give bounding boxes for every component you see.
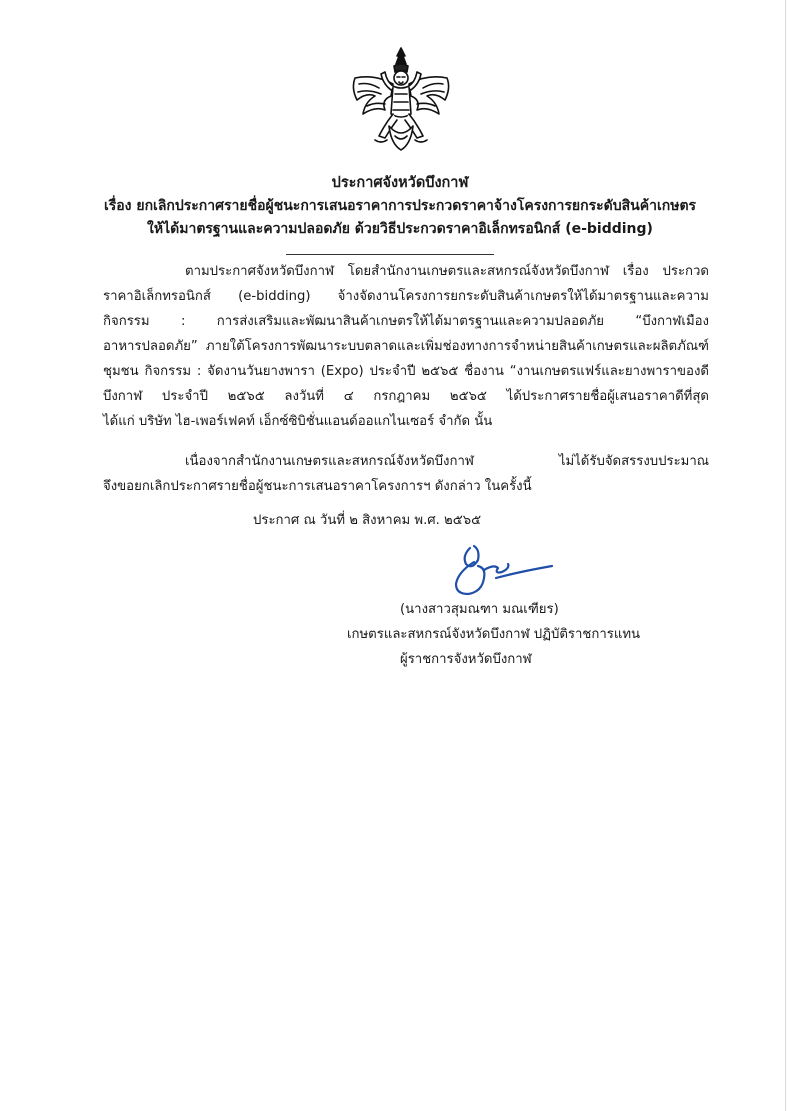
paragraph1-line-1: ตามประกาศจังหวัดบึงกาฬ โดยสำนักงานเกษตรและสหกรณ์จังหวัดบึงกาฬ เรื่อง ประกวด [185, 264, 709, 279]
title-divider [286, 254, 494, 255]
paragraph1-line-4: อาหารปลอดภัย” ภายใต้โครงการพัฒนาระบบตลาดและเพิ่มช่องทางการจำหน่ายสินค้าเกษตรและผลิตภัณฑ์ [103, 339, 709, 354]
garuda-emblem-icon [345, 44, 457, 156]
paragraph1-line-6: บึงกาฬ ประจำปี ๒๕๖๕ ลงวันที่ ๔ กรกฎาคม ๒๕๖๕ ได้ประกาศรายชื่อผู้เสนอราคาดีที่สุด [103, 389, 709, 404]
paragraph2-line-2: จึงขอยกเลิกประกาศรายชื่อผู้ชนะการเสนอราคาโครงการฯ ดังกล่าว ในครั้งนี้ [103, 479, 532, 494]
paragraph1-line-5: ชุมชน กิจกรรม : จัดงานวันยางพารา (Expo) ประจำปี ๒๕๖๕ ชื่องาน “งานเกษตรแฟร์และยางพาราของดี [103, 364, 709, 379]
handwritten-signature [448, 538, 560, 600]
subject-line-1: เรื่อง ยกเลิกประกาศรายชื่อผู้ชนะการเสนอราคาการประกวดราคาจ้างโครงการยกระดับสินค้าเกษตร [103, 198, 697, 214]
subject-line-2: ให้ได้มาตรฐานและความปลอดภัย ด้วยวิธีประกวดราคาอิเล็กทรอนิกส์ (e-bidding) [147, 221, 653, 237]
announcement-title: ประกาศจังหวัดบึงกาฬ [331, 175, 469, 191]
signatory-name: (นางสาวสุมณฑา มณเฑียร) [400, 602, 559, 617]
paragraph1-line-2: ราคาอิเล็กทรอนิกส์ (e-bidding) จ้างจัดงานโครงการยกระดับสินค้าเกษตรให้ได้มาตรฐานและความ [103, 289, 709, 304]
paragraph1-line-3: กิจกรรม : การส่งเสริมและพัฒนาสินค้าเกษตรให้ได้มาตรฐานและความปลอดภัย “บึงกาฬเมือง [103, 314, 709, 329]
scan-edge [785, 0, 786, 1111]
signatory-position-2: ผู้ราชการจังหวัดบึงกาฬ [400, 652, 532, 667]
announcement-date: ประกาศ ณ วันที่ ๒ สิงหาคม พ.ศ. ๒๕๖๕ [253, 513, 482, 528]
paragraph2-line-1: เนื่องจากสำนักงานเกษตรและสหกรณ์จังหวัดบึงกาฬ ไม่ได้รับจัดสรรงบประมาณ [185, 454, 709, 469]
signatory-position-1: เกษตรและสหกรณ์จังหวัดบึงกาฬ ปฏิบัติราชการแทน [347, 627, 641, 642]
paragraph1-line-7: ได้แก่ บริษัท ไฮ-เพอร์เฟคท์ เอ็กซ์ซิบิชั่นแอนด์ออแกไนเซอร์ จำกัด นั้น [103, 414, 493, 429]
